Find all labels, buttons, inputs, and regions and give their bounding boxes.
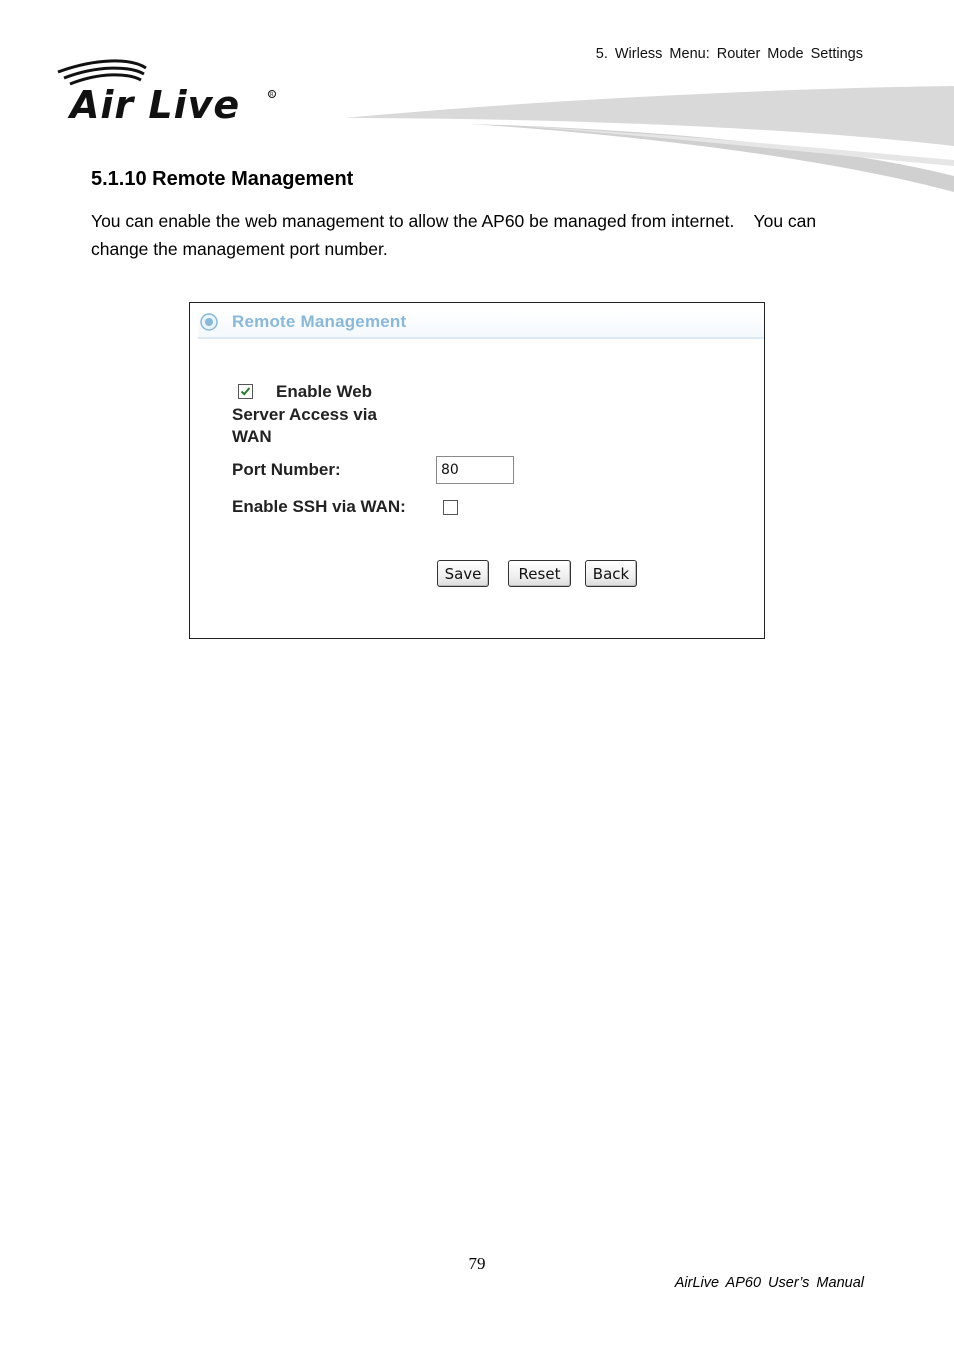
enable-ssh-checkbox[interactable] <box>443 500 458 515</box>
port-number-input[interactable] <box>436 456 514 484</box>
chapter-header: 5. Wirless Menu: Router Mode Settings <box>595 46 863 62</box>
svg-text:Air Live: Air Live <box>70 83 241 124</box>
enable-ssh-label: Enable SSH via WAN: <box>232 497 406 516</box>
panel-header <box>198 309 764 339</box>
manual-footer: AirLive AP60 User’s Manual <box>674 1275 864 1291</box>
target-bullet-icon <box>200 313 218 331</box>
back-button[interactable]: Back <box>585 560 637 587</box>
port-number-label: Port Number: <box>232 460 341 479</box>
remote-management-panel <box>189 302 765 639</box>
section-title: 5.1.10 Remote Management <box>91 168 354 190</box>
save-button[interactable]: Save <box>437 560 489 587</box>
enable-web-label: Enable Web Server Access via WAN <box>232 382 377 446</box>
reset-button[interactable]: Reset <box>508 560 571 587</box>
intro-paragraph: You can enable the web management to allow the AP60 be managed from internet. You can change the management port number. <box>91 211 822 259</box>
svg-text:R: R <box>270 92 274 99</box>
page-number: 79 <box>468 1254 486 1273</box>
panel-title: Remote Management <box>232 312 407 331</box>
